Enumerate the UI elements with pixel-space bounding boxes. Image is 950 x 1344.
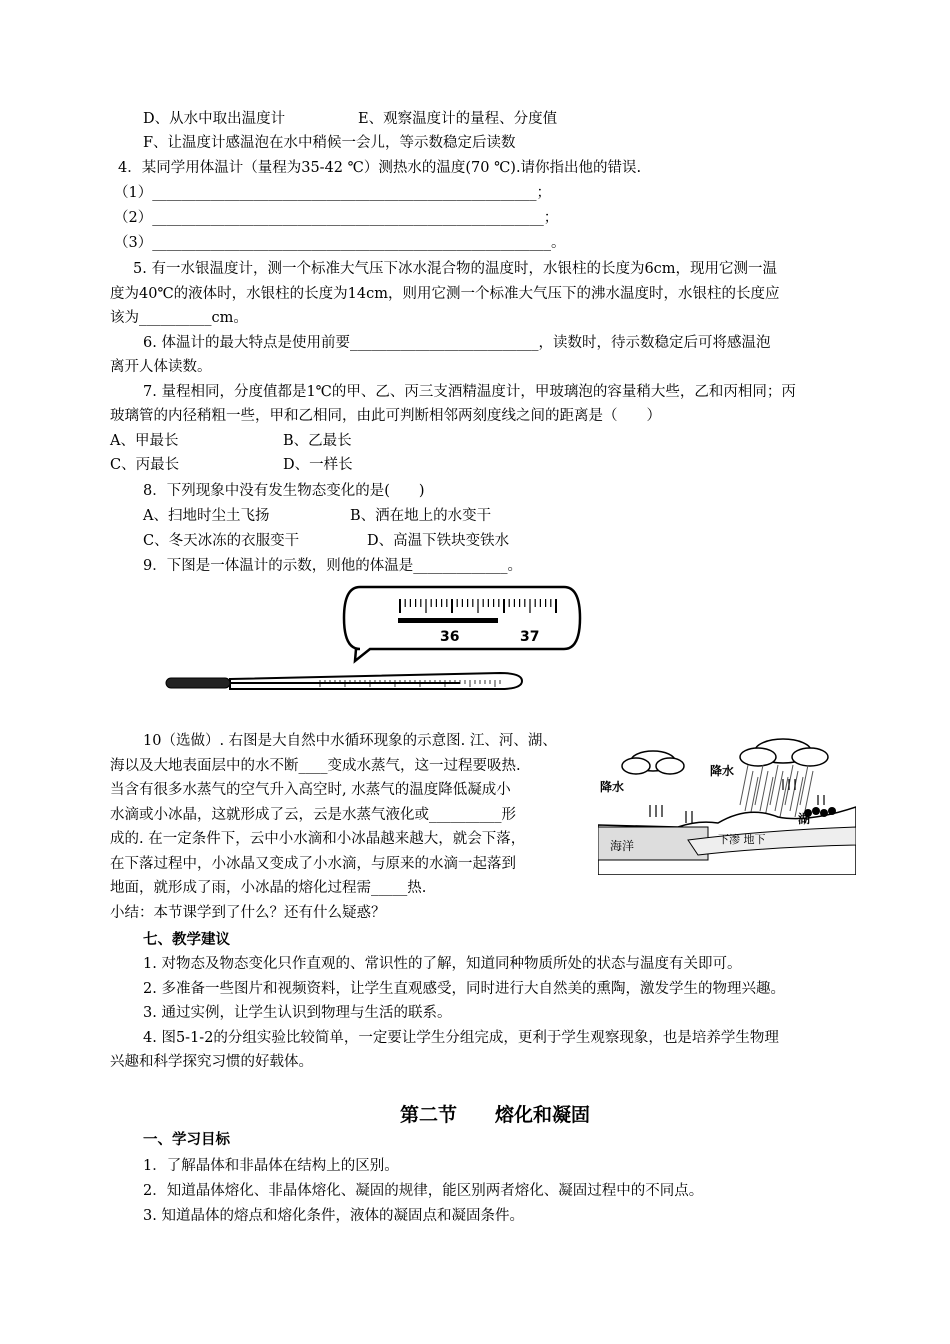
rain-drop	[805, 771, 813, 811]
q8-option-c: C、冬天冰冻的衣服变干	[143, 533, 300, 549]
q8-option-d: D、高温下铁块变铁水	[367, 533, 510, 549]
water-cycle-figure	[598, 735, 856, 875]
question-10-line3: 当含有很多水蒸气的空气升入高空时, 水蒸气的温度降低凝成小	[110, 782, 511, 798]
question-5-line2: 度为40℃的液体时，水银柱的长度为14cm，则用它测一个标准大气压下的沸水温度时，水银柱的长度应	[110, 286, 780, 302]
question-9: 9．下图是一体温计的示数，则他的体温是_____________。	[143, 558, 522, 574]
goal-2: 2．知道晶体熔化、非晶体熔化、凝固的规律，能区别两者熔化、凝固过程中的不同点。	[143, 1183, 704, 1199]
tip-4-line2: 兴趣和科学探究习惯的好载体。	[110, 1054, 313, 1070]
q8-option-a: A、扫地时尘土飞扬	[143, 508, 270, 524]
label-lake: 湖	[798, 812, 811, 826]
magnifier-bubble	[344, 587, 580, 661]
thermometer-body	[230, 673, 522, 689]
label-ground: 下渗 地下	[718, 833, 766, 846]
question-8: 8．下列现象中没有发生物态变化的是( )	[143, 483, 425, 499]
label-rain-right: 降水	[710, 764, 735, 778]
tip-1: 1. 对物态及物态变化只作直观的、常识性的了解，知道同种物质所处的状态与温度有关即可。	[143, 956, 742, 972]
question-4: 4．某同学用体温计（量程为35-42 ℃）测热水的温度(70 ℃).请你指出他的错误.	[118, 160, 642, 176]
learning-goals-heading: 一、学习目标	[143, 1131, 230, 1148]
question-10-line2: 海以及大地表面层中的水不断____变成水蒸气，这一过程要吸热.	[110, 758, 521, 774]
label-sea: 海洋	[610, 839, 635, 853]
cloud-left	[622, 751, 684, 774]
rain-drop	[740, 765, 748, 805]
tick-label-37: 37	[520, 629, 540, 645]
q7-option-a: A、甲最长	[110, 433, 179, 449]
answer-blank-3: （3）_______________________________________________________。	[114, 235, 566, 251]
mercury-column	[398, 618, 498, 623]
rain-drop	[760, 771, 768, 811]
question-5-line1: 5. 有一水银温度计，测一个标准大气压下冰水混合物的温度时，水银柱的长度为6cm，现用它测一温	[133, 261, 778, 277]
option-e: E、观察温度计的量程、分度值	[358, 111, 558, 127]
question-7-line2: 玻璃管的内径稍粗一些，甲和乙相同，由此可判断相邻两刻度线之间的距离是（ ）	[110, 408, 661, 424]
question-10-line5: 成的. 在一定条件下，云中小水滴和小冰晶越来越大，就会下落，	[110, 831, 526, 847]
option-d: D、从水中取出温度计	[143, 111, 286, 127]
rain-drop	[775, 771, 783, 811]
q7-option-d: D、一样长	[283, 457, 353, 473]
section-title: 第二节 熔化和凝固	[400, 1104, 591, 1126]
question-10-line1: 10（选做）. 右图是大自然中水循环现象的示意图. 江、河、湖、	[143, 733, 557, 749]
thermometer-figure	[160, 583, 590, 708]
summary-prompt: 小结：本节课学到了什么？还有什么疑惑？	[110, 905, 386, 921]
rain-drop	[790, 771, 798, 811]
question-6-line2: 离开人体读数。	[110, 359, 212, 375]
goal-3: 3. 知道晶体的熔点和熔化条件，液体的凝固点和凝固条件。	[143, 1208, 524, 1224]
rain-drops	[740, 765, 813, 817]
question-10-line6: 在下落过程中，小冰晶又变成了小水滴，与原来的水滴一起落到	[110, 856, 516, 872]
q7-option-b: B、乙最长	[283, 433, 352, 449]
tip-2: 2. 多准备一些图片和视频资料，让学生直观感受，同时进行大自然美的熏陶，激发学生的物理兴趣。	[143, 981, 785, 997]
cloud-right	[740, 739, 828, 766]
question-10-line7: 地面，就形成了雨，小冰晶的熔化过程需_____热.	[110, 880, 427, 896]
question-5-line3: 该为__________cm。	[110, 310, 248, 326]
label-rain-left: 降水	[600, 780, 625, 794]
goal-1: 1．了解晶体和非晶体在结构上的区别。	[143, 1158, 399, 1174]
question-10-line4: 水滴或小冰晶，这就形成了云，云是水蒸气液化或__________形	[110, 807, 516, 823]
tip-3: 3. 通过实例，让学生认识到物理与生活的联系。	[143, 1005, 452, 1021]
q7-option-c: C、丙最长	[110, 457, 180, 473]
thermometer-bulb	[166, 678, 230, 688]
section-heading-teaching-tips: 七、教学建议	[143, 931, 230, 948]
option-f: F、让温度计感温泡在水中稍候一会儿，等示数稳定后读数	[143, 135, 516, 151]
rain-drop	[745, 771, 753, 811]
q8-option-b: B、洒在地上的水变干	[350, 508, 492, 524]
question-7-line1: 7. 量程相同，分度值都是1℃的甲、乙、丙三支酒精温度计，甲玻璃泡的容量稍大些，乙和丙相同；丙	[143, 384, 796, 400]
answer-blank-1: （1）_____________________________________________________；	[114, 185, 551, 201]
tick-label-36: 36	[440, 629, 460, 645]
question-6-line1: 6. 体温计的最大特点是使用前要__________________________，读数时，待示数稳定后可将感温泡	[143, 335, 771, 351]
tip-4-line1: 4. 图5-1-2的分组实验比较简单，一定要让学生分组完成，更利于学生观察现象，也是培养学生物理	[143, 1030, 779, 1046]
answer-blank-2: （2）______________________________________________________；	[114, 210, 559, 226]
